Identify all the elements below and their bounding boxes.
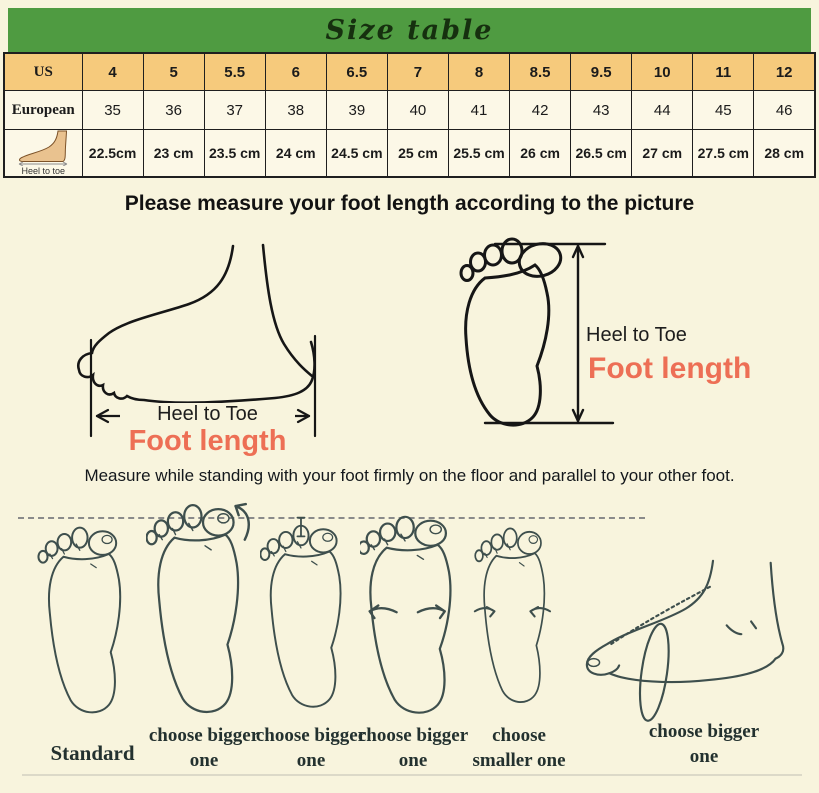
heel-to-toe-foot-icon [15,130,71,166]
measure-heading: Please measure your foot length according to the picture [124,192,695,215]
size-table-cell: 27 cm [632,130,693,178]
bottom-divider-line [22,774,802,776]
size-table-cell: 25.5 cm [448,130,509,178]
size-table-cell: 44 [632,91,693,130]
size-table-title: Size table [325,14,494,46]
size-table-cell: 37 [204,91,265,130]
size-table-cell: 8.5 [510,53,571,91]
fit-guide-label: choose bigger one [357,725,469,771]
size-table-cell: 45 [693,91,754,130]
size-table-cell: 46 [754,91,815,130]
size-table-cell: 39 [326,91,387,130]
foot-length-label-side: Foot length [128,425,287,457]
size-table-cell: 42 [510,91,571,130]
size-table-cell: 26 cm [510,130,571,178]
size-table-cell: 25 cm [387,130,448,178]
heel-to-toe-label-side: Heel to Toe [120,403,295,426]
size-table-header [8,8,811,52]
fit-guide-label: choose bigger one [148,725,260,771]
size-table-cell: 9.5 [571,53,632,91]
heel-to-toe-caption: Heel to toe [21,166,66,176]
size-table-cell: 40 [387,91,448,130]
foot-length-label-top: Foot length [588,352,752,385]
standing-note: Measure while standing with your foot firmly on the floor and parallel to your other foot. [84,466,735,485]
size-table-row-label: US [4,53,82,91]
size-table-cell: 11 [693,53,754,91]
fit-guide-label: Standard [50,741,135,765]
size-table-cell: 5.5 [204,53,265,91]
fit-guide-foot-toe-over-line [146,501,258,725]
fit-guide-foot-wide [360,513,466,725]
fit-guide-foot-girth [578,553,803,729]
fit-guide-label: choose smaller one [472,725,566,771]
fit-guide-foot-toe-gap [260,506,358,720]
size-table-cell: 10 [632,53,693,91]
size-table-row-heel-to-toe [4,130,815,178]
size-table-cell: 28 cm [754,130,815,178]
fit-guide-foot-standard [36,524,140,724]
size-table-cell: 24 cm [265,130,326,178]
size-table-row-label-cell [4,130,82,178]
size-table-cell: 7 [387,53,448,91]
size-table-cell: 12 [754,53,815,91]
size-table-cell: 22.5cm [82,130,143,178]
size-table-cell: 23 cm [143,130,204,178]
size-table-cell: 24.5 cm [326,130,387,178]
size-table-row-us [4,53,815,91]
size-table-cell: 27.5 cm [693,130,754,178]
fit-guide-foot-narrow [468,513,562,725]
size-table-row-european [4,91,815,130]
size-table-cell: 38 [265,91,326,130]
size-table-cell: 41 [448,91,509,130]
size-table-cell: 35 [82,91,143,130]
size-table-row-label: European [4,91,82,130]
size-table-cell: 4 [82,53,143,91]
size-table-cell: 23.5 cm [204,130,265,178]
size-table-cell: 43 [571,91,632,130]
size-table-cell: 26.5 cm [571,130,632,178]
heel-to-toe-label-top: Heel to Toe [586,324,687,346]
size-table-cell: 8 [448,53,509,91]
size-table [3,52,816,178]
size-table-cell: 36 [143,91,204,130]
size-table-cell: 6.5 [326,53,387,91]
size-table-cell: 5 [143,53,204,91]
fit-guide-label: choose bigger one [255,725,367,771]
fit-guide-label: choose bigger one [648,721,760,767]
size-table-cell: 6 [265,53,326,91]
